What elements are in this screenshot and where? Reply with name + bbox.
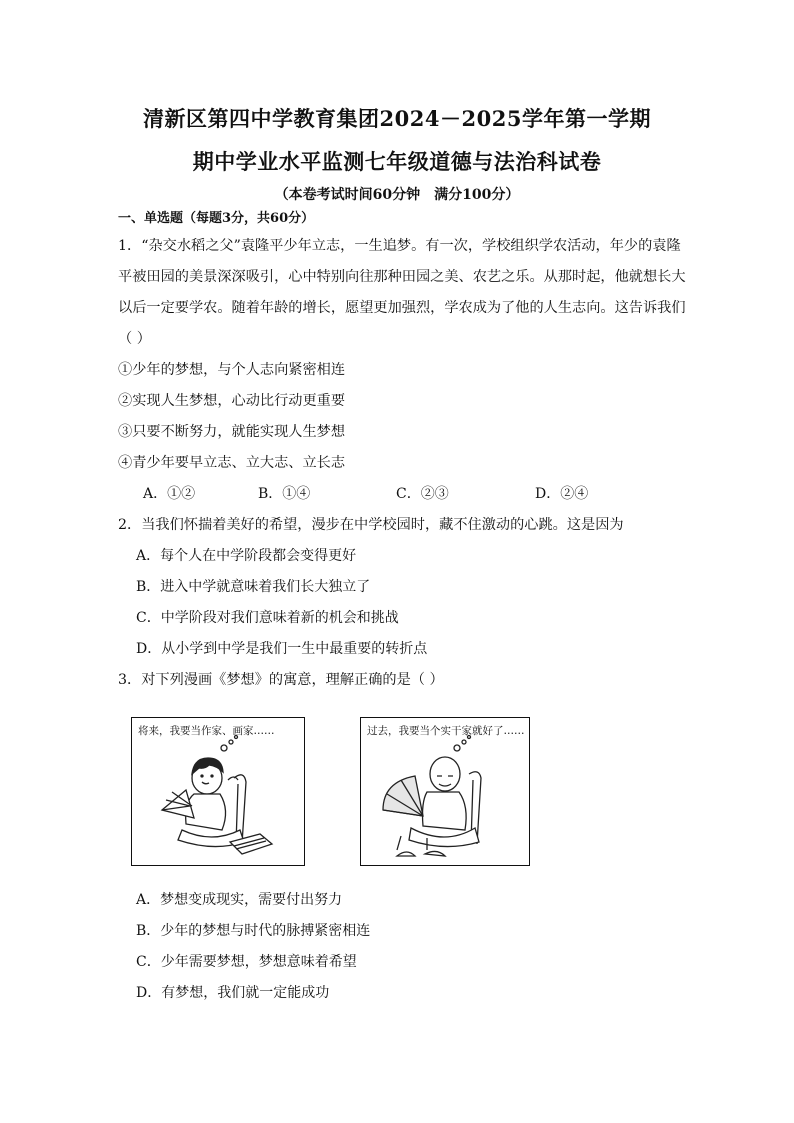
- q1-option-c[interactable]: C．②③: [396, 486, 449, 502]
- q2-option-c[interactable]: C．中学阶段对我们意味着新的机会和挑战: [136, 610, 399, 626]
- q2-option-a[interactable]: A．每个人在中学阶段都会变得更好: [136, 548, 357, 564]
- q1-statement: ②实现人生梦想，心动比行动更重要: [118, 393, 346, 409]
- comic-panel-young: [131, 717, 305, 866]
- q2-option-b[interactable]: B．进入中学就意味着我们长大独立了: [136, 579, 371, 595]
- old-man-illustration: [361, 718, 529, 865]
- q1-option-b[interactable]: B．①④: [258, 486, 311, 502]
- q3-option-a[interactable]: A．梦想变成现实，需要付出努力: [136, 892, 343, 908]
- q1-statement: ③只要不断努力，就能实现人生梦想: [118, 424, 346, 440]
- q3-option-b[interactable]: B．少年的梦想与时代的脉搏紧密相连: [136, 923, 371, 939]
- q1-statement: ④青少年要早立志、立大志、立长志: [118, 455, 346, 471]
- q1-option-d[interactable]: D．②④: [535, 486, 589, 502]
- comic-panel-old: [360, 717, 530, 866]
- q1-stem-line: （ ）: [118, 331, 151, 347]
- q2-stem: 2．当我们怀揣着美好的希望，漫步在中学校园时，藏不住激动的心跳。这是因为: [118, 517, 624, 533]
- q3-option-d[interactable]: D．有梦想，我们就一定能成功: [136, 985, 330, 1001]
- q1-stem-line: 以后一定要学农。随着年龄的增长，愿望更加强烈，学农成为了他的人生志向。这告诉我们: [118, 300, 686, 316]
- q1-stem-line: 平被田园的美景深深吸引，心中特别向往那种田园之美、农艺之乐。从那时起，他就想长大: [118, 269, 686, 285]
- q2-option-d[interactable]: D．从小学到中学是我们一生中最重要的转折点: [136, 641, 428, 657]
- exam-title-line2: 期中学业水平监测七年级道德与法治科试卷: [192, 149, 602, 174]
- comic-caption-old: 过去，我要当个实干家就好了……: [367, 725, 525, 737]
- q3-option-c[interactable]: C．少年需要梦想，梦想意味着希望: [136, 954, 357, 970]
- q3-stem: 3．对下列漫画《梦想》的寓意，理解正确的是（ ）: [118, 672, 444, 688]
- exam-subtitle: （本卷考试时间60分钟 满分100分）: [274, 187, 520, 203]
- exam-title-line1: 清新区第四中学教育集团2024－2025学年第一学期: [143, 106, 651, 131]
- section-heading-single-choice: 一、单选题（每题3分，共60分）: [118, 211, 315, 226]
- q1-statement: ①少年的梦想，与个人志向紧密相连: [118, 362, 346, 378]
- q1-option-a[interactable]: A．①②: [143, 486, 196, 502]
- q1-stem-line: 1．“杂交水稻之父”袁隆平少年立志，一生追梦。有一次，学校组织学农活动，年少的袁隆: [118, 238, 681, 254]
- boy-reading-illustration: [132, 718, 304, 865]
- comic-caption-young: 将来，我要当作家、画家……: [138, 725, 275, 737]
